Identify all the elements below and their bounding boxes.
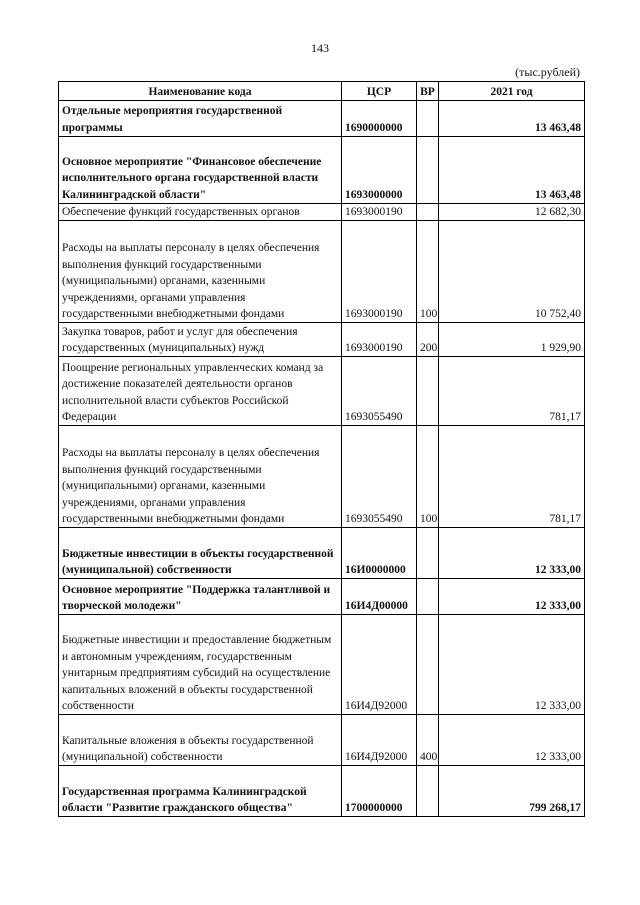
row-csr: 16И4Д00000: [342, 579, 417, 615]
row-amount: 781,17: [439, 426, 585, 528]
row-amount: 799 268,17: [439, 766, 585, 817]
table-row: [59, 221, 585, 323]
row-name: Основное мероприятие "Финансовое обеспечение исполнительного органа государственной власти Калининградской области": [59, 137, 342, 204]
table-row: [59, 204, 585, 221]
page-number: 143: [311, 41, 329, 55]
row-vr: [417, 615, 439, 715]
row-vr: [417, 101, 439, 137]
row-vr: 400: [417, 715, 439, 766]
row-vr: [417, 528, 439, 579]
row-csr: 1693000190: [342, 204, 417, 221]
row-name: Расходы на выплаты персоналу в целях обеспечения выполнения функций государственными (муниципальными) органами, казенными учреждениями, органами управления государственными внебюджетными фондами: [59, 221, 342, 323]
table-row: [59, 357, 585, 426]
table-row: [59, 101, 585, 137]
row-name: Расходы на выплаты персоналу в целях обеспечения выполнения функций государственными (муниципальными) органами, казенными учреждениями, органами управления государственными внебюджетными фондами: [59, 426, 342, 528]
row-csr: 16И0000000: [342, 528, 417, 579]
row-vr: [417, 579, 439, 615]
row-csr: 1693055490: [342, 357, 417, 426]
table-row: [59, 615, 585, 715]
row-csr: 1693000000: [342, 137, 417, 204]
row-vr: 100: [417, 426, 439, 528]
header-year: 2021 год: [439, 82, 585, 101]
row-name: Государственная программа Калининградской области "Развитие гражданского общества": [59, 766, 342, 817]
table-row: [59, 323, 585, 357]
table-row: [59, 426, 585, 528]
row-amount: 13 463,48: [439, 101, 585, 137]
row-csr: 1700000000: [342, 766, 417, 817]
row-csr: 1693000190: [342, 221, 417, 323]
row-amount: 10 752,40: [439, 221, 585, 323]
table-row: [59, 715, 585, 766]
row-csr: 16И4Д92000: [342, 615, 417, 715]
row-name: Бюджетные инвестиции в объекты государственной (муниципальной) собственности: [59, 528, 342, 579]
row-csr: 1693055490: [342, 426, 417, 528]
row-vr: [417, 204, 439, 221]
row-name: Бюджетные инвестиции и предоставление бюджетным и автономным учреждениям, государственным унитарным предприятиям субсидий на осуществление капитальных вложений в объекты государственной собственности: [59, 615, 342, 715]
row-amount: 12 333,00: [439, 528, 585, 579]
row-csr: 16И4Д92000: [342, 715, 417, 766]
table-row: [59, 528, 585, 579]
table-header-row: [59, 82, 585, 101]
row-amount: 12 333,00: [439, 615, 585, 715]
header-vr: ВР: [417, 82, 439, 101]
row-amount: 1 929,90: [439, 323, 585, 357]
table-row: [59, 766, 585, 817]
budget-table: [58, 81, 585, 817]
table-row: [59, 579, 585, 615]
row-amount: 781,17: [439, 357, 585, 426]
row-amount: 13 463,48: [439, 137, 585, 204]
header-name: Наименование кода: [59, 82, 342, 101]
row-name: Капитальные вложения в объекты государственной (муниципальной) собственности: [59, 715, 342, 766]
row-amount: 12 333,00: [439, 579, 585, 615]
row-name: Закупка товаров, работ и услуг для обеспечения государственных (муниципальных) нужд: [59, 323, 342, 357]
row-vr: [417, 357, 439, 426]
units-label: (тыс.рублей): [515, 65, 580, 79]
row-vr: [417, 137, 439, 204]
row-vr: [417, 766, 439, 817]
row-vr: 100: [417, 221, 439, 323]
row-name: Отдельные мероприятия государственной программы: [59, 101, 342, 137]
row-vr: 200: [417, 323, 439, 357]
row-name: Обеспечение функций государственных органов: [59, 204, 342, 221]
table-row: [59, 137, 585, 204]
row-csr: 1690000000: [342, 101, 417, 137]
row-name: Поощрение региональных управленческих команд за достижение показателей деятельности органов исполнительной власти субъектов Российской Федерации: [59, 357, 342, 426]
row-name: Основное мероприятие "Поддержка талантливой и творческой молодежи": [59, 579, 342, 615]
header-csr: ЦСР: [342, 82, 417, 101]
row-amount: 12 333,00: [439, 715, 585, 766]
row-csr: 1693000190: [342, 323, 417, 357]
row-amount: 12 682,30: [439, 204, 585, 221]
